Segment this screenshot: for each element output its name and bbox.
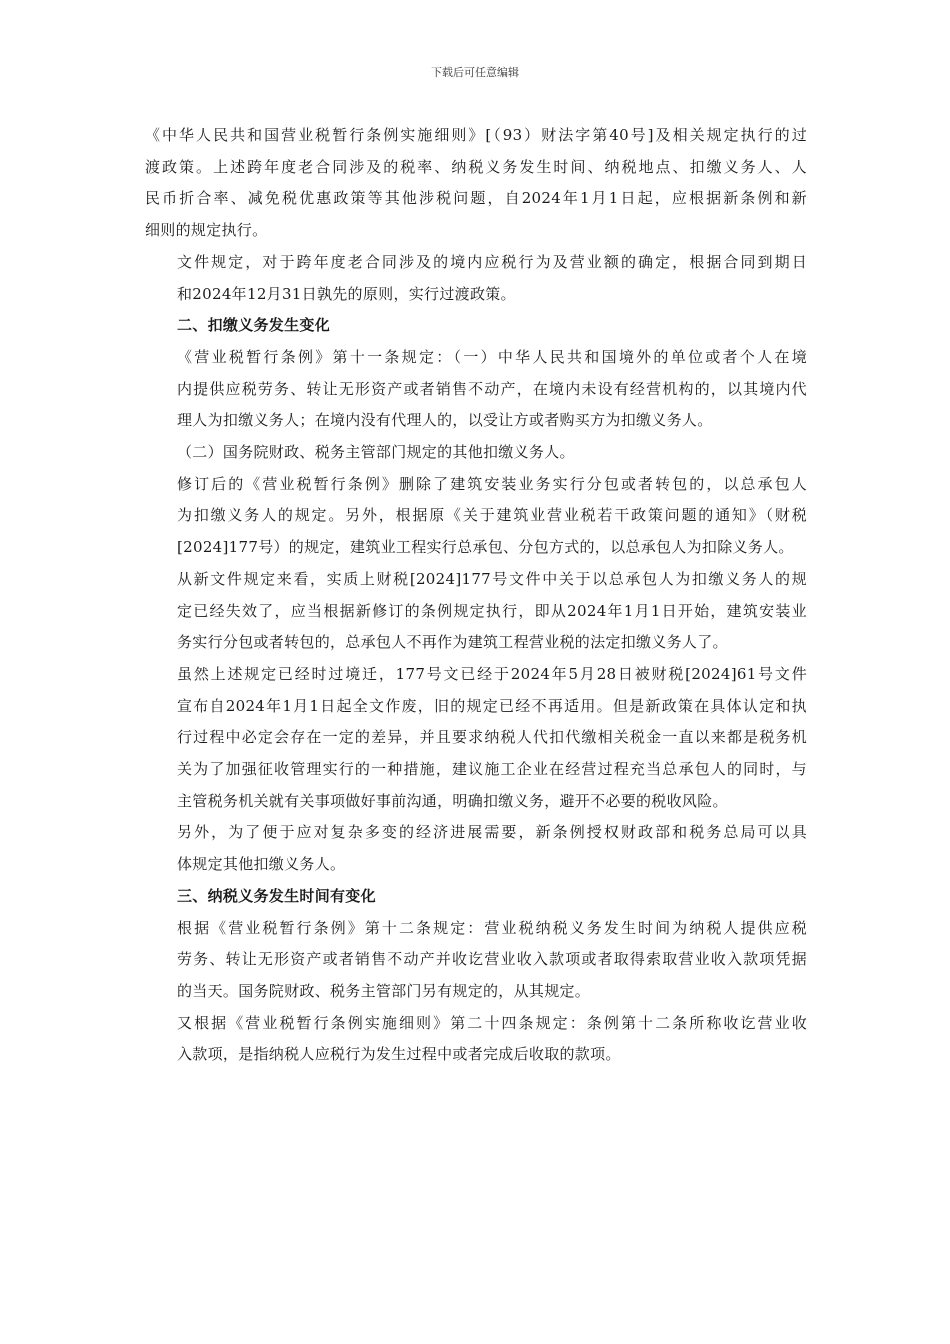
text-line: 从新文件规定来看，实质上财税[2024]177号文件中关于以总承包人为扣缴义务人的规 xyxy=(177,569,807,588)
text-line: 细则的规定执行。 xyxy=(145,221,268,240)
page-header-note: 下载后可任意编辑 xyxy=(431,66,519,79)
body-paragraph xyxy=(145,247,807,310)
text-line: 《中华人民共和国营业税暂行条例实施细则》[（93）财法字第40号]及相关规定执行的过 xyxy=(145,126,807,144)
body-paragraph xyxy=(145,469,807,564)
text-line: 《营业税暂行条例》第十一条规定：（一）中华人民共和国境外的单位或者个人在境 xyxy=(177,347,807,366)
document-body xyxy=(145,120,807,1071)
text-line: 内提供应税劳务、转让无形资产或者销售不动产，在境内未设有经营机构的，以其境内代 xyxy=(177,379,807,398)
body-paragraph xyxy=(145,437,807,469)
section-heading xyxy=(145,881,807,913)
text-line: 文件规定，对于跨年度老合同涉及的境内应税行为及营业额的确定，根据合同到期日 xyxy=(177,252,807,271)
text-line: 理人为扣缴义务人；在境内没有代理人的，以受让方或者购买方为扣缴义务人。 xyxy=(177,411,713,430)
body-paragraph xyxy=(145,817,807,880)
text-line: 务实行分包或者转包的，总承包人不再作为建筑工程营业税的法定扣缴义务人了。 xyxy=(177,633,728,652)
body-paragraph xyxy=(145,120,807,247)
body-paragraph xyxy=(145,659,807,818)
text-line: 劳务、转让无形资产或者销售不动产并收讫营业收入款项或者取得索取营业收入款项凭据 xyxy=(177,950,807,969)
body-paragraph xyxy=(145,564,807,659)
text-line: [2024]177号）的规定，建筑业工程实行总承包、分包方式的，以总承包人为扣除义务人。 xyxy=(177,538,794,557)
text-line: 入款项，是指纳税人应税行为发生过程中或者完成后收取的款项。 xyxy=(177,1045,621,1064)
text-line: 行过程中必定会存在一定的差异，并且要求纳税人代扣代缴相关税金一直以来都是税务机 xyxy=(177,728,807,747)
text-line: 又根据《营业税暂行条例实施细则》第二十四条规定：条例第十二条所称收讫营业收 xyxy=(177,1013,807,1032)
text-line: 根据《营业税暂行条例》第十二条规定：营业税纳税义务发生时间为纳税人提供应税 xyxy=(177,918,807,937)
text-line: 和2024年12月31日孰先的原则，实行过渡政策。 xyxy=(177,284,516,303)
text-line: 三、纳税义务发生时间有变化 xyxy=(177,886,376,905)
text-line: 主管税务机关就有关事项做好事前沟通，明确扣缴义务，避开不必要的税收风险。 xyxy=(177,791,728,810)
text-line: 定已经失效了，应当根据新修订的条例规定执行，即从2024年1月1日开始，建筑安装业 xyxy=(177,601,807,620)
text-line: 民币折合率、减免税优惠政策等其他涉税问题，自2024年1月1日起，应根据新条例和新 xyxy=(145,189,807,208)
text-line: 体规定其他扣缴义务人。 xyxy=(177,855,346,874)
text-line: 虽然上述规定已经时过境迁，177号文已经于2024年5月28日被财税[2024]61号文件 xyxy=(177,664,807,683)
body-paragraph xyxy=(145,1008,807,1071)
text-line: 关为了加强征收管理实行的一种措施，建议施工企业在经营过程充当总承包人的同时，与 xyxy=(177,760,807,779)
body-paragraph xyxy=(145,913,807,1008)
text-line: 修订后的《营业税暂行条例》删除了建筑安装业务实行分包或者转包的，以总承包人 xyxy=(177,474,807,493)
section-heading xyxy=(145,310,807,342)
text-line: 另外，为了便于应对复杂多变的经济进展需要，新条例授权财政部和税务总局可以具 xyxy=(177,823,807,842)
text-line: （二）国务院财政、税务主管部门规定的其他扣缴义务人。 xyxy=(177,443,575,462)
text-line: 的当天。国务院财政、税务主管部门另有规定的，从其规定。 xyxy=(177,981,591,1000)
text-line: 渡政策。上述跨年度老合同涉及的税率、纳税义务发生时间、纳税地点、扣缴义务人、人 xyxy=(145,157,807,176)
body-paragraph xyxy=(145,342,807,437)
text-line: 宣布自2024年1月1日起全文作废，旧的规定已经不再适用。但是新政策在具体认定和执 xyxy=(177,696,807,715)
text-line: 二、扣缴义务发生变化 xyxy=(177,316,331,335)
text-line: 为扣缴义务人的规定。另外，根据原《关于建筑业营业税若干政策问题的通知》（财税 xyxy=(177,506,807,525)
